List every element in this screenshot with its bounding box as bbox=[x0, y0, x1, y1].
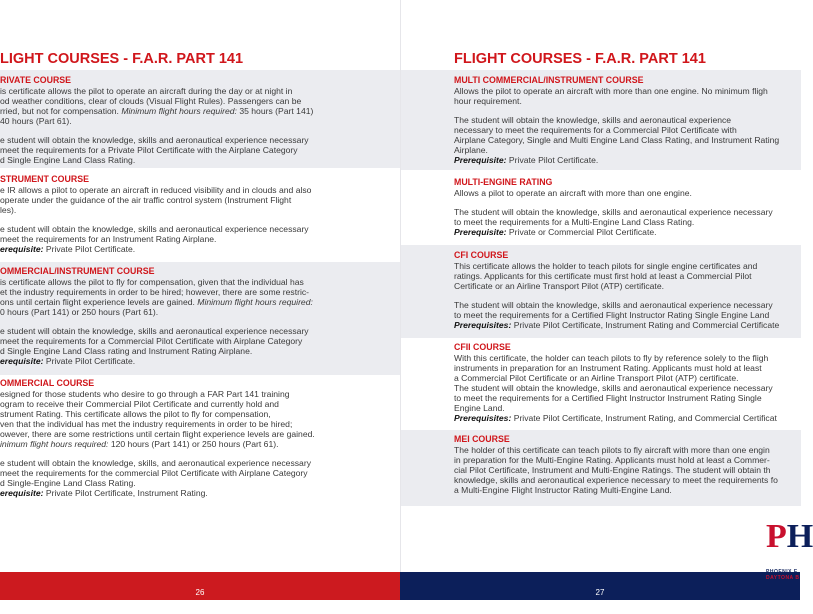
text-segment: Private Pilot Certificate, Instrument Rating. bbox=[43, 488, 208, 498]
text-segment: Private Pilot Certificate. bbox=[43, 356, 136, 366]
text-line: Engine Land. bbox=[454, 403, 505, 413]
text-line: With this certificate, the holder can teach pilots to fly by reference solely to the fligh bbox=[454, 353, 769, 363]
course-heading: OMMERCIAL/INSTRUMENT COURSE bbox=[0, 266, 155, 276]
text-line: meet the requirements for a Commercial Pilot Certificate with Airplane Category bbox=[0, 336, 303, 346]
text-line: meet the requirements for an Instrument Rating Airplane. bbox=[0, 234, 217, 244]
course-section bbox=[454, 177, 773, 237]
text-line: e student will obtain the knowledge, skills and aeronautical experience necessary bbox=[0, 135, 309, 145]
prerequisite-label: Prerequisite: bbox=[454, 227, 507, 237]
text-line: ven that the individual has met the industry requirements in order to be hired; bbox=[0, 419, 293, 429]
emphasis-text: Minimum flight hours required: bbox=[197, 297, 313, 307]
prerequisite-label: Prerequisite: bbox=[454, 155, 507, 165]
paragraph-gap bbox=[454, 106, 779, 115]
course-heading: OMMERCIAL COURSE bbox=[0, 378, 95, 388]
course-heading: MULTI COMMERCIAL/INSTRUMENT COURSE bbox=[454, 75, 644, 85]
prerequisite-label: erequisite: bbox=[0, 244, 44, 254]
paragraph-gap bbox=[454, 291, 779, 300]
text-line bbox=[0, 106, 313, 116]
text-line bbox=[0, 439, 315, 449]
text-line: meet the requirements for the commercial Pilot Certificate with Airplane Category bbox=[0, 468, 308, 478]
page-title: FLIGHT COURSES - F.A.R. PART 141 bbox=[454, 51, 706, 67]
paragraph-gap bbox=[0, 317, 313, 326]
text-line bbox=[0, 297, 313, 307]
course-heading: STRUMENT COURSE bbox=[0, 174, 89, 184]
text-line bbox=[0, 488, 315, 498]
course-heading: RIVATE COURSE bbox=[0, 75, 72, 85]
text-line: 0 hours (Part 141) or 250 hours (Part 61). bbox=[0, 307, 159, 317]
paragraph-gap bbox=[0, 126, 313, 135]
text-line: d Single Engine Land Class Rating. bbox=[0, 155, 136, 165]
text-line: The holder of this certificate can teach pilots to fly aircraft with more than one engin bbox=[454, 445, 770, 455]
course-heading: CFI COURSE bbox=[454, 250, 509, 260]
course-section bbox=[454, 250, 779, 330]
text-line: The student will obtain the knowledge, skills and aeronautical experience necessary bbox=[454, 300, 773, 310]
course-section bbox=[454, 342, 777, 423]
text-segment: Private Pilot Certificate. bbox=[43, 244, 136, 254]
text-line: strument Rating. This certificate allows the pilot to fly for compensation, bbox=[0, 409, 271, 419]
emphasis-text: inimum flight hours required: bbox=[0, 439, 109, 449]
text-line: necessary to meet the requirements for a Commercial Pilot Certificate with bbox=[454, 125, 737, 135]
text-line: e student will obtain the knowledge, skills, and aeronautical experience necessary bbox=[0, 458, 311, 468]
text-line bbox=[454, 155, 779, 165]
text-line: d Single Engine Land Class rating and Instrument Rating Airplane. bbox=[0, 346, 253, 356]
prerequisite-label: Prerequisites: bbox=[454, 320, 512, 330]
text-segment: Private or Commercial Pilot Certificate. bbox=[506, 227, 657, 237]
prerequisite-label: Prerequisites: bbox=[454, 413, 512, 423]
course-section bbox=[454, 434, 778, 495]
text-line: e student will obtain the knowledge, skills and aeronautical experience necessary bbox=[0, 326, 309, 336]
footer-bar-left bbox=[0, 572, 400, 600]
course-section bbox=[454, 75, 779, 165]
text-line: les). bbox=[0, 205, 17, 215]
text-line: is certificate allows the pilot to operate an aircraft during the day or at night in bbox=[0, 86, 293, 96]
text-line bbox=[0, 244, 311, 254]
text-line: od weather conditions, clear of clouds (Visual Flight Rules). Passengers can be bbox=[0, 96, 302, 106]
text-segment: Private Pilot Certificate, Instrument Rating and Commercial Certificate bbox=[511, 320, 780, 330]
text-line: is certificate allows the pilot to fly for compensation, given that the individual has bbox=[0, 277, 304, 287]
text-line: 40 hours (Part 61). bbox=[0, 116, 72, 126]
text-line: The student will obtain the knowledge, skills and aeronautical experience necessary bbox=[454, 383, 773, 393]
course-section bbox=[0, 75, 313, 165]
text-line: Allows the pilot to operate an aircraft with more than one engine. No minimum fligh bbox=[454, 86, 768, 96]
footer-bar-right bbox=[400, 572, 800, 600]
course-heading: MULTI-ENGINE RATING bbox=[454, 177, 553, 187]
text-line: et the industry requirements in order to be hired; however, there are some restric- bbox=[0, 287, 310, 297]
text-line bbox=[454, 413, 777, 423]
text-segment: 35 hours (Part 141) bbox=[236, 106, 314, 116]
page-number: 26 bbox=[195, 588, 205, 597]
text-line: a Multi-Engine Flight Instructor Rating Multi-Engine Land. bbox=[454, 485, 672, 495]
text-line: to meet the requirements for a Certified Flight Instructor Rating Single Engine Land bbox=[454, 310, 770, 320]
text-line: Airplane. bbox=[454, 145, 488, 155]
logo-text: PHOENIX E bbox=[766, 569, 798, 575]
emphasis-text: Minimum flight hours required: bbox=[121, 106, 237, 116]
text-line bbox=[454, 320, 779, 330]
text-line: to meet the requirements for a Certified Flight Instructor Instrument Rating Single bbox=[454, 393, 762, 403]
text-line: ogram to receive their Commercial Pilot Certificate and currently hold and bbox=[0, 399, 279, 409]
text-line: cial Pilot Certificate, Instrument and Multi-Engine Ratings. The student will obtain th bbox=[454, 465, 771, 475]
text-segment: rried, but not for compensation. bbox=[0, 106, 122, 116]
text-line bbox=[454, 227, 773, 237]
text-line: The student will obtain the knowledge, skills and aeronautical experience bbox=[454, 115, 732, 125]
phoenix-logo: PH PHOENIX E DAYTONA B bbox=[766, 520, 813, 554]
course-heading: CFII COURSE bbox=[454, 342, 511, 352]
text-line: in preparation for the Multi-Engine Rating. Applicants must hold at least a Commer- bbox=[454, 455, 770, 465]
course-section bbox=[0, 174, 311, 254]
text-line: ratings. Applicants for this certificate must first hold at least a Commercial Pilot bbox=[454, 271, 752, 281]
text-line: hour requirement. bbox=[454, 96, 522, 106]
prerequisite-label: erequisite: bbox=[0, 488, 44, 498]
text-line: e student will obtain the knowledge, skills and aeronautical experience necessary bbox=[0, 224, 309, 234]
page-number: 27 bbox=[595, 588, 605, 597]
text-line: a Commercial Pilot Certificate or an Airline Transport Pilot (ATP) certificate. bbox=[454, 373, 739, 383]
text-segment: 120 hours (Part 141) or 250 hours (Part 61). bbox=[108, 439, 279, 449]
text-line: Airplane Category, Single and Multi Engine Land Class Rating, and Instrument Rating bbox=[454, 135, 780, 145]
text-line: owever, there are some restrictions until certain flight experience levels are gained. bbox=[0, 429, 315, 439]
text-line: Allows a pilot to operate an aircraft with more than one engine. bbox=[454, 188, 692, 198]
text-line: Certificate or an Airline Transport Pilot (ATP) certificate. bbox=[454, 281, 664, 291]
course-heading: MEI COURSE bbox=[454, 434, 510, 444]
text-line: e IR allows a pilot to operate an aircraft in reduced visibility and in clouds and also bbox=[0, 185, 312, 195]
paragraph-gap bbox=[0, 449, 315, 458]
text-segment: ons until certain flight experience levels are gained. bbox=[0, 297, 198, 307]
text-line: operate under the guidance of the air traffic control system (Instrument Flight bbox=[0, 195, 292, 205]
text-segment: Private Pilot Certificate, Instrument Rating, and Commercial Certificat bbox=[511, 413, 777, 423]
page-title: LIGHT COURSES - F.A.R. PART 141 bbox=[0, 51, 244, 67]
text-line: The student will obtain the knowledge, skills and aeronautical experience necessary bbox=[454, 207, 773, 217]
text-line: to meet the requirements for a Multi-Engine Land Class Rating. bbox=[454, 217, 695, 227]
text-line: meet the requirements for a Private Pilot Certificate with the Airplane Category bbox=[0, 145, 298, 155]
logo-text: DAYTONA B bbox=[766, 575, 800, 581]
text-segment: Private Pilot Certificate. bbox=[506, 155, 599, 165]
text-line: This certificate allows the holder to teach pilots for single engine certificates and bbox=[454, 261, 758, 271]
text-line: esigned for those students who desire to go through a FAR Part 141 training bbox=[0, 389, 290, 399]
left-page bbox=[0, 0, 400, 600]
paragraph-gap bbox=[454, 198, 773, 207]
prerequisite-label: erequisite: bbox=[0, 356, 44, 366]
right-page bbox=[400, 0, 800, 600]
text-line: d Single-Engine Land Class Rating. bbox=[0, 478, 136, 488]
course-section bbox=[0, 266, 313, 366]
text-line bbox=[0, 356, 313, 366]
course-section bbox=[0, 378, 315, 498]
paragraph-gap bbox=[0, 215, 311, 224]
text-line: instruments in preparation for an Instrument Rating. Applicants must hold at least bbox=[454, 363, 762, 373]
text-line: knowledge, skills and aeronautical experience necessary to meet the requirements fo bbox=[454, 475, 778, 485]
